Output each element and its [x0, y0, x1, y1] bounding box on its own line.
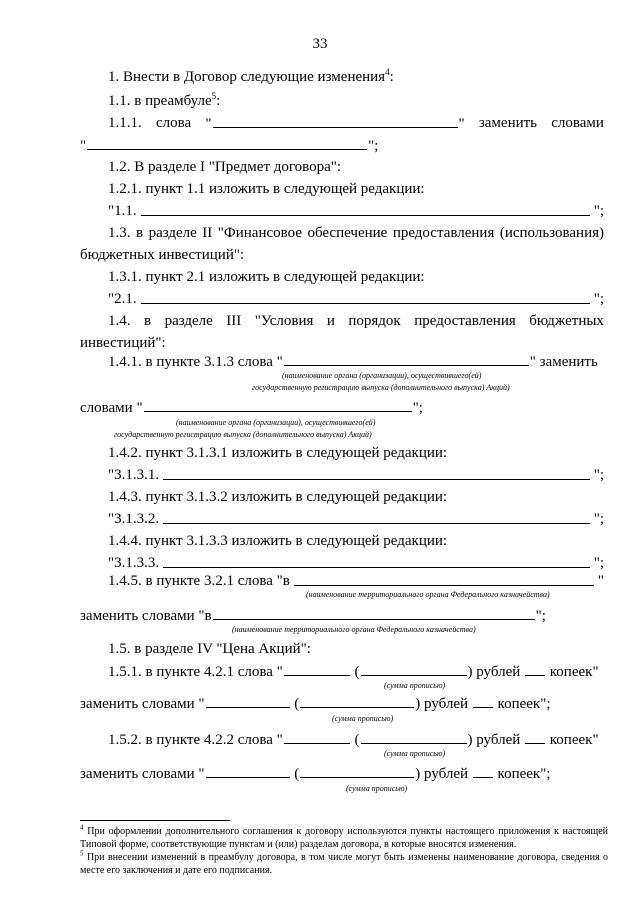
item-1-4-4-field: "3.1.3.3. "; [108, 555, 604, 571]
footnote-5: $^5$ При внесении изменений в преамбулу договора, в том числе могут быть изменены наименование договора, сведения о месте его заключения и дате его подписания. [80, 849, 608, 876]
item-1-4-3-field: "3.1.3.2. "; [108, 511, 604, 527]
footnote-separator [80, 820, 230, 821]
hint-1-4-5: (наименование территориального органа Федерального казначейства) [306, 590, 550, 599]
item-1: 1. Внести в Договор следующие изменения$^4$: [108, 67, 394, 85]
item-1-4-1-cont: словами " "; [80, 400, 423, 416]
item-1-4-2-field: "3.1.3.1. "; [108, 467, 604, 483]
item-1-1-1: 1.1.1. слова " " заменить словами [108, 115, 604, 132]
hint-1-4-1-d: государственную регистрацию выпуска (дополнительного выпуска) Акций) [114, 430, 372, 439]
item-1-4-4: 1.4.4. пункт 3.1.3.3 изложить в следующей редакции: [108, 533, 448, 549]
item-1-5: 1.5. в разделе IV "Цена Акций": [108, 641, 311, 657]
footnote-4: $^4$ При оформлении дополнительного соглашения к договору используются пункты настоящего приложения к настоящей Типовой форме, соответствующие пунктам и (или) разделам договора, в которые вносятся изменения. [80, 823, 608, 850]
item-1-4-1: 1.4.1. в пункте 3.1.3 слова " " заменить [108, 354, 598, 370]
item-1-2-1: 1.2.1. пункт 1.1 изложить в следующей редакции: [108, 181, 425, 197]
item-1-5-2-cont: заменить словами " ( ) рублей копеек"; [80, 766, 551, 782]
item-1-3-1: 1.3.1. пункт 2.1 изложить в следующей редакции: [108, 269, 425, 285]
item-1-5-1: 1.5.1. в пункте 4.2.1 слова " ( ) рублей копеек" [108, 664, 599, 680]
item-1-2: 1.2. В разделе I "Предмет договора": [108, 159, 342, 175]
hint-1-5-1: (сумма прописью) [384, 681, 446, 690]
item-1-4-2: 1.4.2. пункт 3.1.3.1 изложить в следующей редакции: [108, 445, 448, 461]
hint-1-5-2: (сумма прописью) [384, 749, 446, 758]
item-1-5-1-cont: заменить словами " ( ) рублей копеек"; [80, 696, 551, 712]
hint-1-4-1-b: государственную регистрацию выпуска (дополнительного выпуска) Акций) [252, 383, 510, 392]
hint-1-4-1-a: (наименование органа (организации), осуществившего(ей) [282, 371, 482, 380]
item-1-1: 1.1. в преамбуле$^5$: [108, 91, 221, 109]
item-1-4-cont: инвестиций": [80, 335, 166, 351]
item-1-2-1-field: "1.1. "; [108, 203, 604, 219]
item-1-5-2: 1.5.2. в пункте 4.2.2 слова " ( ) рублей копеек" [108, 732, 599, 748]
item-1-1-1-cont: " "; [80, 138, 379, 154]
item-1-3: 1.3. в разделе II "Финансовое обеспечение предоставления (использования) [108, 225, 604, 241]
hint-1-4-5-b: (наименование территориального органа Федерального казначейства) [232, 625, 476, 634]
item-1-4-3: 1.4.3. пункт 3.1.3.2 изложить в следующей редакции: [108, 489, 448, 505]
hint-1-5-2-b: (сумма прописью) [346, 784, 408, 793]
item-1-3-cont: бюджетных инвестиций": [80, 247, 245, 263]
item-1-4-5: 1.4.5. в пункте 3.2.1 слова "в " [108, 573, 604, 589]
page-number: 33 [312, 36, 328, 52]
item-1-4-5-cont: заменить словами "в "; [80, 608, 546, 624]
hint-1-4-1-c: (наименование органа (организации), осуществившего(ей) [176, 418, 376, 427]
item-1-3-1-field: "2.1. "; [108, 291, 604, 307]
item-1-4: 1.4. в разделе III "Условия и порядок предоставления бюджетных [108, 313, 604, 329]
hint-1-5-1-b: (сумма прописью) [332, 714, 394, 723]
